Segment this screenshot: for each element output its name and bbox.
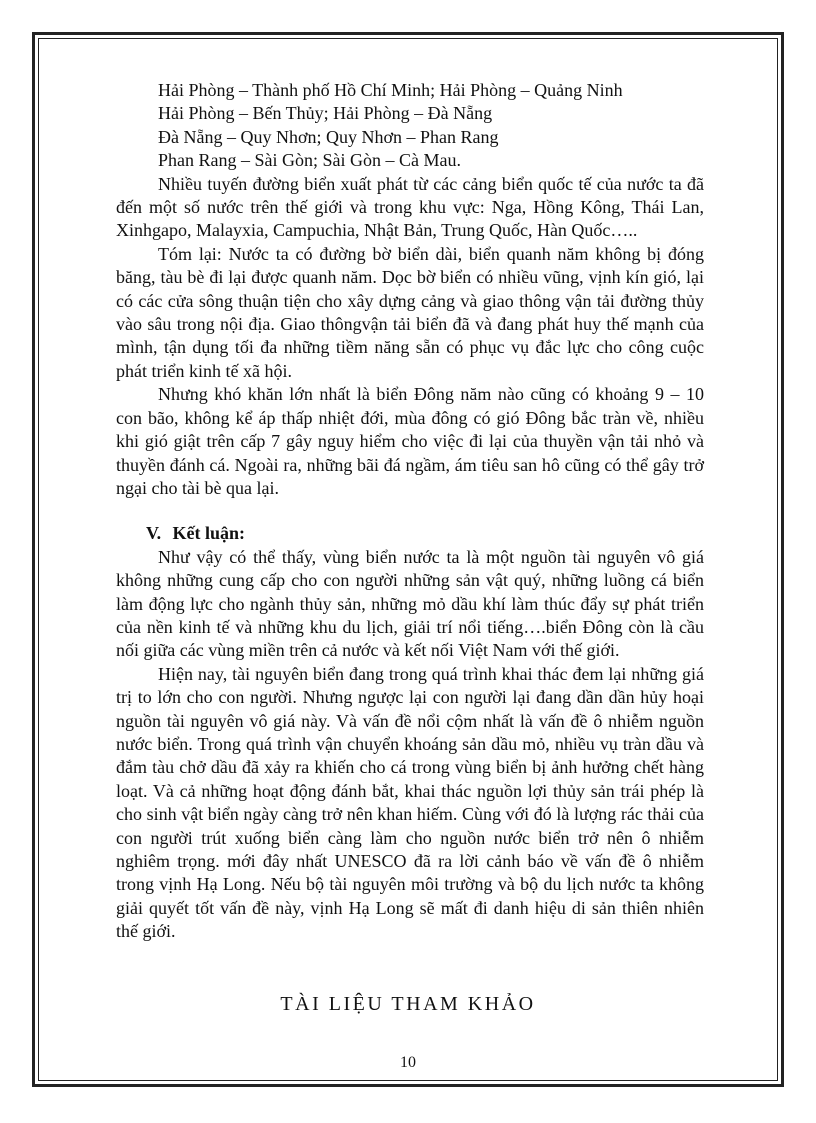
route-line: Hải Phòng – Bến Thủy; Hải Phòng – Đà Nẵng (158, 103, 493, 124)
route-line: Hải Phòng – Thành phố Hồ Chí Minh; Hải Phòng – Quảng Ninh (158, 80, 623, 100)
route-line: Phan Rang – Sài Gòn; Sài Gòn – Cà Mau. (158, 150, 461, 171)
paragraph-conclusion: Như vậy có thể thấy, vùng biển nước ta là một nguồn tài nguyên vô giá không những cung cấp cho con người những sản vật quý, những luồng cá biển làm động lực cho ngành thủy sản, những mỏ dầu khí làm thúc đẩy sự phát triển của nền kinh tế và những khu du lịch, giải trí nổi tiếng….biển Đông còn là cầu nối giữa các vùng miền trên cả nước và kết nối Việt Nam với thế giới. (116, 546, 704, 661)
paragraph-pollution: Hiện nay, tài nguyên biển đang trong quá trình khai thác đem lại những giá trị to lớn cho con người. Nhưng ngược lại con người lại đang dần dần hủy hoại nguồn tài nguyên vô giá này. Và vấn đề nổi cộm nhất là vấn đề ô nhiễm nguồn nước biển. Trong quá trình vận chuyển khoáng sản dầu mỏ, nhiều vụ tràn dầu và đắm tàu chở dầu đã xảy ra khiến cho cá trong vùng biển bị ảnh hưởng chết hàng loạt. Và cả những hoạt động đánh bắt, khai thác nguồn lợi thủy sản trái phép là cho sinh vật biển ngày càng trở nên khan hiếm. Cùng với đó là lượng rác thải của con người trút xuống biển càng làm cho nguồn nước biển trở nên ô nhiễm nghiêm trọng. mới đây nhất UNESCO đã ra lời cảnh báo về vấn đề ô nhiễm trong vịnh Hạ Long. Nếu bộ tài nguyên môi trường và bộ du lịch nước ta không giải quyết tốt vấn đề này, vịnh Hạ Long sẽ mất đi danh hiệu di sản thiên nhiên thế giới. (116, 663, 704, 942)
page-number: 10 (400, 1054, 416, 1071)
paragraph-summary: Tóm lại: Nước ta có đường bờ biển dài, biển quanh năm không bị đóng băng, tàu bè đi lại được quanh năm. Dọc bờ biển có nhiều vũng, vịnh kín gió, lại có các cửa sông thuận tiện cho xây dựng cảng và giao thông vận tải đường thủy vào sâu trong nội địa. Giao thôngvận tải biển đã và đang phát huy thế mạnh của mình, tận dụng tối đa những tiềm năng sẵn có phục vụ đắc lực cho công cuộc phát triển kinh tế xã hội. (116, 243, 704, 381)
paragraph-difficulties: Nhưng khó khăn lớn nhất là biển Đông năm nào cũng có khoảng 9 – 10 con bão, không kể áp thấp nhiệt đới, mùa đông có gió Đông bắc tràn về, nhiều khi gió giật trên cấp 7 gây nguy hiểm cho việc đi lại của thuyền vận tải nhỏ và thuyền đánh cá. Ngoài ra, những bãi đá ngầm, ám tiêu san hô cũng có thể gây trở ngại cho tài bè qua lại. (116, 384, 704, 498)
section-title: Kết luận: (172, 523, 246, 544)
references-heading: TÀI LIỆU THAM KHẢO (280, 993, 536, 1015)
section-number: V. (146, 523, 162, 544)
paragraph-international-routes: Nhiều tuyến đường biển xuất phát từ các cảng biển quốc tế của nước ta đã đến một số nước trên thế giới và trong khu vực: Nga, Hồng Kông, Thái Lan, Xinhgapo, Malayxia, Campuchia, Nhật Bản, Trung Quốc, Hàn Quốc….. (116, 173, 704, 241)
section-heading-conclusion (116, 522, 704, 545)
document-body (116, 79, 704, 944)
route-line: Đà Nẵng – Quy Nhơn; Quy Nhơn – Phan Rang (158, 126, 499, 147)
